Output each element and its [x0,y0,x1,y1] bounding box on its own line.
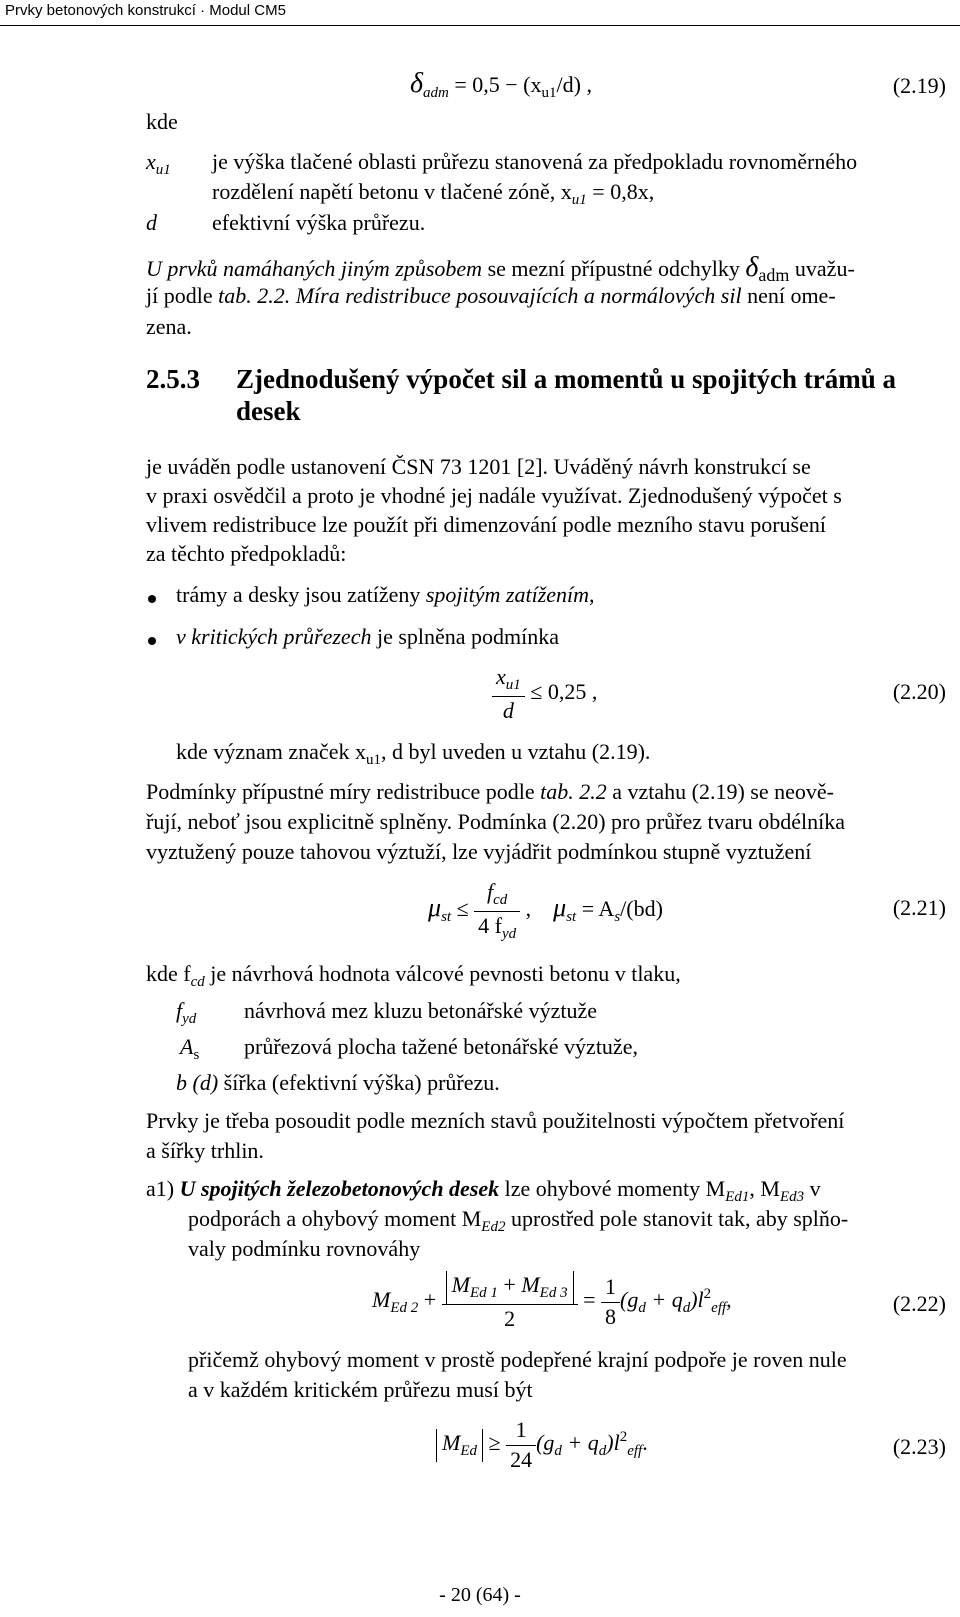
paragraph-line [188,1205,848,1238]
eq-text: ≤ [456,896,469,922]
equation-number: (2.19) [892,73,946,98]
eq-subscript: u1 [541,85,557,101]
eq-superscript: 2 [619,1429,628,1446]
fraction-denominator: 24 [510,1446,533,1472]
text-span: podporách a ohybový moment M [188,1206,482,1231]
text-span: jí podle [146,283,219,308]
text-span: uvažu- [789,256,855,281]
text-span: spojitým zatížením [425,582,590,607]
paragraph-line: Prvky je třeba posoudit podle mezních stavů použitelnosti výpočtem přetvoření [146,1108,845,1133]
text-span: se mezní přípustné odchylky [482,256,746,281]
text-subscript: Ed2 [481,1219,506,1235]
paragraph-line [146,1175,821,1208]
paragraph-line: valy podmínku rovnováhy [188,1236,421,1261]
eq-text: )l [690,1287,704,1313]
text-span: + [497,1272,522,1297]
eq-text: , [525,896,532,922]
text-span: je návrhová hodnota válcové pevnosti betonu v tlaku, [204,961,681,986]
text-span: f [487,879,494,904]
definition-xu1-line2 [212,178,654,211]
text-span: šířka (efektivní výška) průřezu. [218,1070,500,1095]
text-span: = 0,8x, [586,179,655,204]
bullet-icon [148,637,156,645]
text-subscript: u1 [505,677,521,693]
absolute-value [446,1271,574,1304]
text-span: v kritických průřezech [176,624,372,649]
text-span: tab. 2.2 [540,779,607,804]
fraction [601,1273,620,1331]
symbol-d: d [146,210,157,235]
text-span: M [451,1272,470,1297]
fraction-denominator: 2 [504,1305,516,1331]
fraction-denominator: d [502,697,514,723]
text-subscript: Ed [460,1443,477,1460]
text-subscript: Ed 1 [470,1285,498,1301]
definition-d: efektivní výška průřezu. [212,210,426,235]
paragraph-line: vlivem redistribuce lze použít při dimenzování podle mezního stavu porušení [146,512,826,537]
list-item [176,581,595,610]
eq-superscript: 2 [703,1286,712,1303]
eq-text: (g [620,1287,639,1313]
eq-text: (g [536,1430,555,1456]
equation-number: (2.20) [892,679,946,704]
text-span: A [180,1034,194,1059]
text-span: f [176,998,183,1023]
eq-subscript: adm [423,85,449,101]
eq-subscript: eff [627,1443,643,1460]
text-span: uprostřed pole stanovit tak, aby splňo- [505,1206,849,1231]
kde-label: kde [146,109,178,134]
text-span: M [521,1272,540,1297]
eq-subscript: s [614,909,621,926]
paragraph-line: je uváděn podle ustanovení ČSN 73 1201 [2]. Uváděný návrh konstrukcí se [146,454,811,479]
text-span: a1) [146,1176,180,1201]
section-number: 2.5.3 [146,364,200,394]
text-subscript: u1 [571,192,587,208]
eq-text: + q [645,1287,683,1313]
eq-text: /d) , [556,72,592,97]
header-divider [0,25,960,26]
eq-symbol: μ [428,893,442,923]
text-span: δ [745,252,759,283]
bullet-icon [148,595,156,603]
fraction [474,878,520,944]
fraction-denominator: 8 [605,1303,617,1329]
paragraph-line: v praxi osvědčil a proto je vhodné jej nadále využívat. Zjednodušený výpočet s [146,483,842,508]
text-span: trámy a desky jsou zatíženy [176,582,426,607]
text-span: 4 f [478,912,502,938]
section-title-line1: Zjednodušený výpočet sil a momentů u spojitých trámů a [236,364,897,394]
paragraph-line: za těchto předpokladů: [146,541,347,566]
page-header: Prvky betonových konstrukcí · Modul CM5 [5,2,286,19]
text-span: tab. 2.2. Míra redistribuce posouvajících a normálových sil [218,283,742,308]
symbol-text: x [146,149,156,174]
paragraph-line: řují, neboť jsou explicitně splněny. Podmínka (2.20) pro průřez tvaru obdélníka [146,809,845,834]
paragraph-line: a šířky trhlin. [146,1138,264,1163]
text-span: b (d) [176,1070,219,1095]
eq-subscript: d [554,1443,562,1460]
text-subscript: s [193,1047,200,1063]
equation-number: (2.21) [892,895,946,920]
text-span: x [496,664,506,689]
text-span: je splněna podmínka [371,624,560,649]
text-span: lze ohybové momenty M [499,1176,726,1201]
eq-subscript: d [598,1443,607,1460]
paragraph-line: přičemž ohybový moment v prostě podepřené krajní podpoře je roven nule [188,1347,847,1372]
fraction-numerator [492,663,525,697]
text-span: v [804,1176,821,1201]
eq-text: = 0,5 − (x [448,72,542,97]
text-subscript: yd [501,925,517,942]
text-span: , d byl uveden u vztahu (2.19). [380,739,651,764]
eq-subscript: st [441,909,452,926]
eq-subscript: st [566,909,577,926]
page-number: - 20 (64) - [439,1584,521,1606]
paragraph-line [176,738,650,771]
equation-2-19 [410,66,592,104]
definition-fcd [146,960,681,993]
fraction [506,1416,536,1474]
text-span: a vztahu (2.19) se neově- [606,779,834,804]
absolute-value [436,1429,483,1462]
equation-2-21 [428,878,663,944]
definition-fyd: návrhová mez kluzu betonářské výztuže [244,998,598,1023]
eq-text: + [423,1287,437,1313]
eq-text: ≥ [488,1430,501,1456]
text-subscript: cd [190,974,205,990]
eq-subscript: d [682,1300,691,1317]
text-span: Podmínky přípustné míry redistribuce podle [146,779,541,804]
text-subscript: yd [182,1011,197,1027]
fraction-numerator: 1 [506,1416,536,1446]
equation-2-20 [492,663,597,725]
eq-symbol: M [372,1287,391,1313]
fraction-denominator [474,912,520,945]
text-span: není ome- [741,283,836,308]
equation-2-23 [436,1416,648,1474]
eq-text: = A [576,896,615,922]
eq-text: , [726,1287,732,1313]
definition-as: průřezová plocha tažené betonářské výztuže, [244,1034,638,1059]
section-title-line2: desek [236,396,301,426]
text-span: M [442,1430,461,1456]
eq-subscript: d [638,1300,646,1317]
text-subscript: Ed1 [725,1189,750,1205]
eq-text: + q [561,1430,599,1456]
fraction-numerator [474,878,520,912]
eq-subscript: eff [711,1300,727,1317]
paragraph-line: zena. [146,314,192,339]
equation-number: (2.23) [892,1434,946,1459]
eq-text: ≤ 0,25 , [530,679,598,705]
definition-xu1-line1: je výška tlačené oblasti průřezu stanovená za předpokladu rovnoměrného [212,149,858,174]
symbol-xu1 [146,148,171,181]
text-span: , [589,582,595,607]
text-span: kde význam značek x [176,739,366,764]
fraction [442,1271,578,1333]
eq-text: . [642,1430,648,1456]
eq-symbol: μ [553,893,567,923]
fraction [492,663,525,725]
symbol-fyd [176,997,196,1030]
fraction-numerator: 1 [601,1273,620,1303]
eq-text: /(bd) [620,896,663,922]
fraction-numerator [442,1271,578,1305]
text-subscript: u1 [365,752,381,768]
definition-b [176,1069,500,1098]
paragraph-line [146,282,836,311]
eq-text: )l [606,1430,620,1456]
text-span: , M [749,1176,780,1201]
text-subscript: cd [493,892,508,908]
text-span: U prvků namáhaných jiným způsobem [146,256,483,281]
paragraph-line: a v každém kritickém průřezu musí být [188,1377,533,1402]
eq-subscript: Ed 2 [390,1300,419,1317]
symbol-as [180,1033,199,1066]
paragraph-line: vyztužený pouze tahovou výztuží, lze vyjádřit podmínkou stupně vyztužení [146,839,812,864]
text-subscript: adm [758,265,790,285]
paragraph-line [146,778,834,807]
text-span: rozdělení napětí betonu v tlačené zóně, x [212,179,572,204]
equation-2-22 [372,1271,732,1333]
text-span: U spojitých železobetonových desek [179,1176,500,1201]
text-span: kde f [146,961,191,986]
text-subscript: Ed 3 [539,1285,568,1301]
eq-text: = [583,1287,596,1313]
list-item [176,623,559,652]
text-subscript: Ed3 [779,1189,805,1205]
equation-number: (2.22) [892,1291,946,1316]
symbol-subscript: u1 [155,162,171,178]
eq-symbol: δ [410,68,424,99]
